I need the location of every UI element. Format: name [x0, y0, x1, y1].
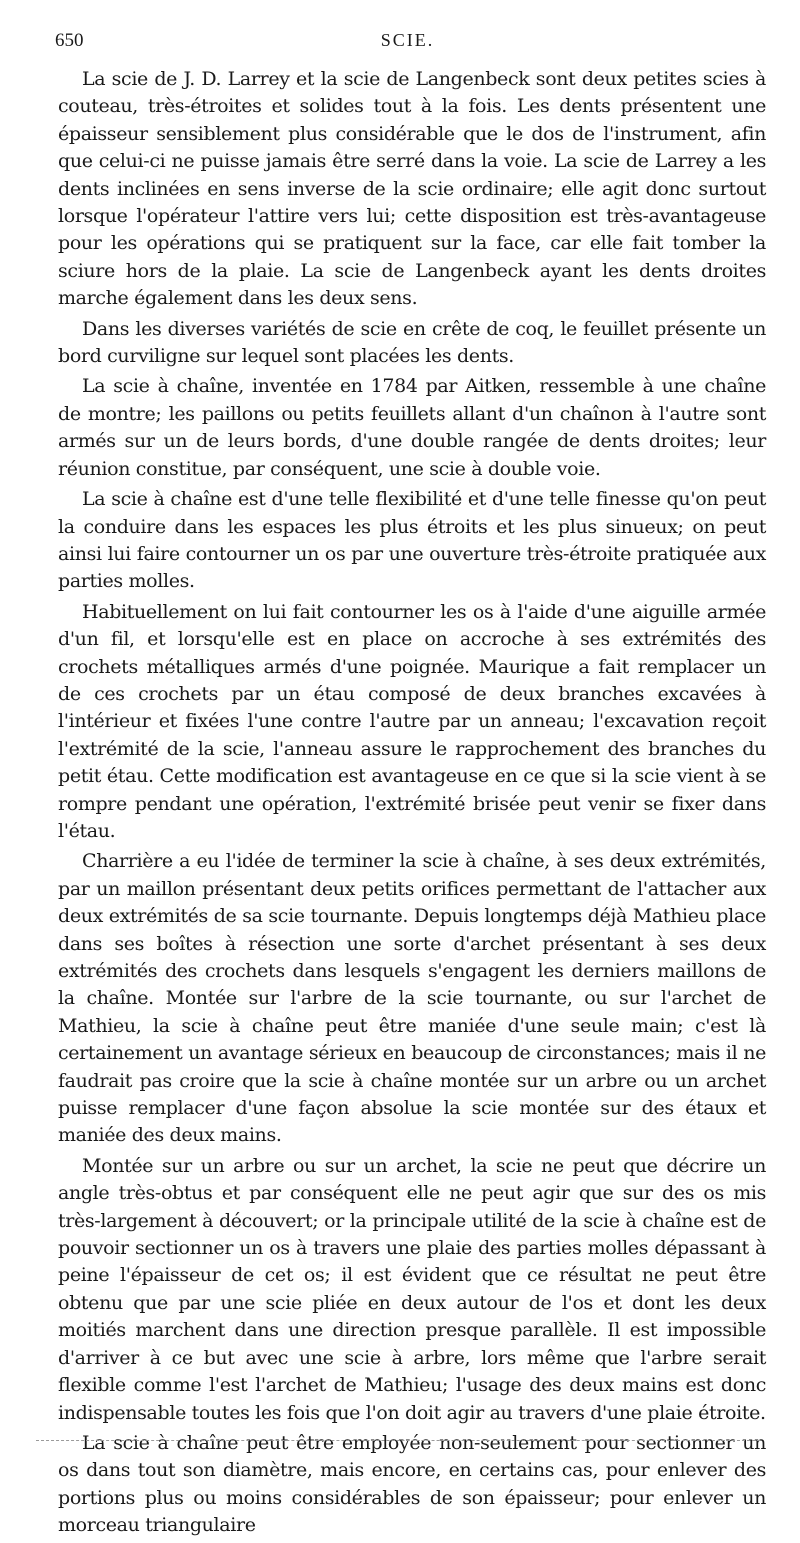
paragraph-charriere-mathieu: Charrière a eu l'idée de terminer la scie à chaîne, à ses deux extrémités, par un maillon présentant deux petits orifices permettant de l'attacher aux deux extrémités de sa scie tournante. Depuis longtemps déjà Mathieu place dans ses boîtes à résection une sorte d'archet présentant à ses deux extrémités des crochets dans lesquels s'engagent les derniers maillons de la chaîne. Montée sur l'arbre de la scie tournante, ou sur l'archet de Mathieu, la scie à chaîne peut être maniée d'une seule main; c'est là certainement un avantage sérieux en beaucoup de circonstances; mais il ne faudrait pas croire que la scie à chaîne montée sur un arbre ou un archet puisse remplacer d'une façon absolue la scie montée sur des étaux et maniée des deux mains.	[58, 850, 766, 1147]
paragraph-maurique: Habituellement on lui fait contourner les os à l'aide d'une aiguille armée d'un fil, et lorsqu'elle est en place on accroche à ses extrémités des crochets métalliques armés d'une poignée. Maurique a fait remplacer un de ces crochets par un étau composé de deux branches excavées à l'intérieur et fixées l'une contre l'autre par un anneau; l'excavation reçoit l'extrémité de la scie, l'anneau assure le rapprochement des branches du petit étau. Cette modification est avantageuse en ce que si la scie vient à se rompre pendant une opération, l'extrémité brisée peut venir se fixer dans l'étau.	[58, 600, 766, 842]
paragraph-crete-de-coq: Dans les diverses variétés de scie en crête de coq, le feuillet présente un bord curviligne sur lequel sont placées les dents.	[58, 317, 766, 368]
footer-rule	[36, 1440, 760, 1441]
paragraph-scie-a-chaine-aitken: La scie à chaîne, inventée en 1784 par Aitken, ressemble à une chaîne de montre; les paillons ou petits feuillets allant d'un chaînon à l'autre sont armés sur un de leurs bords, d'une double rangée de dents droites; leur réunion constitue, par conséquent, une scie à double voie.	[58, 375, 766, 480]
page-header	[55, 30, 760, 60]
page-number: 650	[55, 30, 84, 51]
paragraph-larrey-langenbeck: La scie de J. D. Larrey et la scie de Langenbeck sont deux petites scies à couteau, très-étroites et solides tout à la fois. Les dents présentent une épaisseur sensiblement plus considérable que le dos de l'instrument, afin que celui-ci ne puisse jamais être serré dans la voie. La scie de Larrey a les dents inclinées en sens inverse de la scie ordinaire; elle agit donc surtout lorsque l'opérateur l'attire vers lui; cette disposition est très-avantageuse pour les opérations qui se pratiquent sur la face, car elle fait tomber la sciure hors de la plaie. La scie de Langenbeck ayant les dents droites marche également dans les deux sens.	[58, 68, 766, 310]
body-text	[58, 66, 766, 1543]
running-title: SCIE.	[380, 30, 435, 50]
paragraph-arbre-archet: Montée sur un arbre ou sur un archet, la scie ne peut que décrire un angle très-obtus et par conséquent elle ne peut agir que sur des os mis très-largement à découvert; or la principale utilité de la scie à chaîne est de pouvoir sectionner un os à travers une plaie des parties molles dépassant à peine l'épaisseur de cet os; il est évident que ce résultat ne peut être obtenu que par une scie pliée en deux autour de l'os et dont les deux moitiés marchent dans une direction presque parallèle. Il est impossible d'arriver à ce but avec une scie à arbre, lors même que l'arbre serait flexible comme l'est l'archet de Mathieu; l'usage des deux mains est donc indispensable toutes les fois que l'on doit agir au travers d'une plaie étroite.	[58, 1154, 766, 1424]
paragraph-flexibilite: La scie à chaîne est d'une telle flexibilité et d'une telle finesse qu'on peut la conduire dans les espaces les plus étroits et les plus sinueux; on peut ainsi lui faire contourner un os par une ouverture très-étroite pratiquée aux parties molles.	[58, 488, 766, 593]
paragraph-usages: La scie à chaîne peut être employée non-seulement pour sectionner un os dans tout son diamètre, mais encore, en certains cas, pour enlever des portions plus ou moins considérables de son épaisseur; pour enlever un morceau triangulaire	[58, 1431, 766, 1537]
